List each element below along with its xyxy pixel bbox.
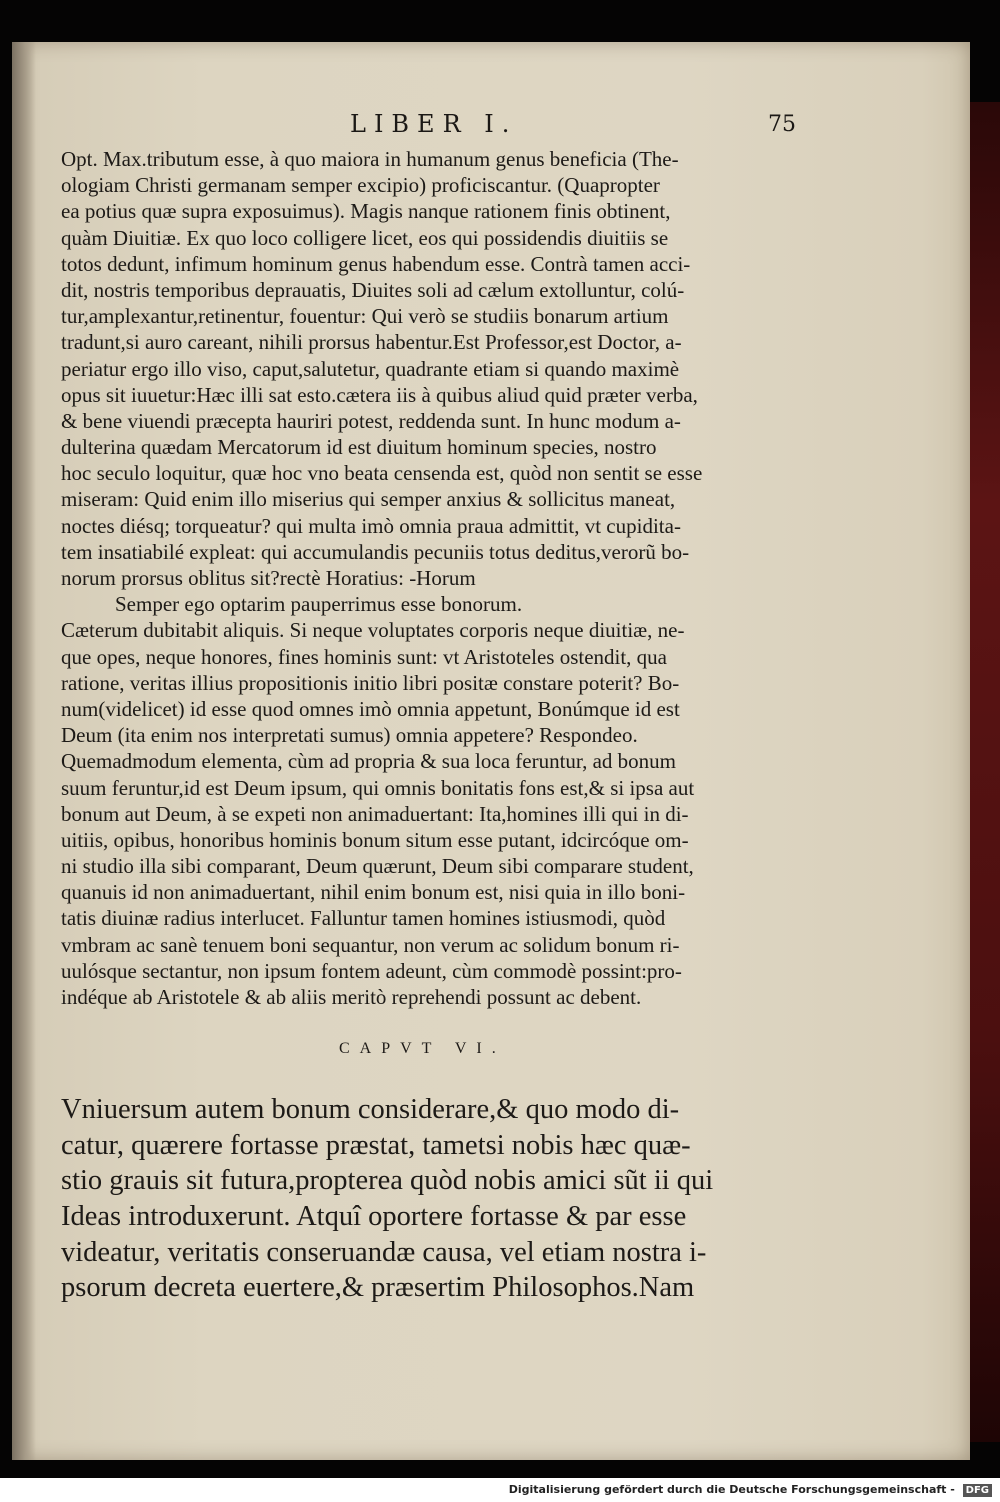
- chapter-heading: CAPVT VI.: [339, 1040, 506, 1058]
- spacer: [61, 1062, 811, 1092]
- text-line: totos dedunt, infimum hominum genus habendum esse. Contrà tamen acci-: [61, 251, 691, 276]
- book-edge: [970, 102, 1000, 1442]
- text-line: dit, nostris temporibus deprauatis, Diuites soli ad cælum extolluntur, colú-: [61, 277, 685, 302]
- text-line: Opt. Max.tributum esse, à quo maiora in humanum genus beneficia (The-: [61, 147, 679, 171]
- text-line: psorum decreta euertere,& præsertim Philosophos.Nam: [61, 1272, 695, 1304]
- text-line: ologiam Christi germanam semper excipio) proficiscantur. (Quapropter: [61, 173, 660, 198]
- text-line: Deum (ita enim nos interpretati sumus) omnia appetere? Respondeo.: [61, 723, 638, 748]
- spacer: [61, 1010, 811, 1036]
- text-line: vmbram ac sanè tenuem boni sequantur, non verum ac solidum bonum ri-: [61, 932, 680, 957]
- text-line: tem insatiabilé expleat: qui accumulandis pecuniis totus deditus,verorũ bo-: [61, 539, 690, 564]
- text-line: Vniuersum autem bonum considerare,& quo modo di-: [61, 1094, 680, 1126]
- text-line: norum prorsus oblitus sit?rectè Horatius: -Horum: [61, 566, 476, 590]
- text-line: uulósque sectantur, non ipsum fontem adeunt, cùm commodè possint:pro-: [61, 958, 682, 983]
- page-gutter-shadow: [12, 42, 36, 1460]
- text-line: hoc seculo loquitur, quæ hoc vno beata censenda est, quòd non sentit se esse: [61, 461, 703, 486]
- dfg-logo: DFG: [963, 1484, 992, 1497]
- text-line: opus sit iuuetur:Hæc illi sat esto.cætera iis à quibus aliud quid præter verba,: [61, 382, 698, 407]
- text-line: tradunt,si auro careant, nihili prorsus habentur.Est Professor,est Doctor, a-: [61, 330, 682, 355]
- text-line: noctes diésq; torqueatur? qui multa imò omnia praua admittit, vt cupidita-: [61, 513, 681, 538]
- page-number: 75: [768, 112, 796, 137]
- text-line: stio grauis sit futura,propterea quòd nobis amici sũt ii qui: [61, 1165, 714, 1197]
- text-line: miseram: Quid enim illo miserius qui semper anxius & sollicitus maneat,: [61, 487, 676, 512]
- text-line: suum feruntur,id est Deum ipsum, qui omnis bonitatis fons est,& si ipsa aut: [61, 775, 695, 800]
- text-line: Ideas introduxerunt. Atquî oportere fortasse & par esse: [61, 1200, 687, 1232]
- text-line: & bene viuendi præcepta hauriri potest, reddenda sunt. In hunc modum a-: [61, 408, 681, 433]
- text-line: quanuis id non animaduertant, nihil enim bonum est, nisi quia in illo boni-: [61, 880, 686, 905]
- text-line: tatis diuinæ radius interlucet. Falluntur tamen homines istiusmodi, quòd: [61, 906, 666, 931]
- text-line: ni studio illa sibi comparant, Deum quærunt, Deum sibi comparare student,: [61, 854, 694, 879]
- text-line: que opes, neque honores, fines hominis sunt: vt Aristoteles ostendit, qua: [61, 644, 668, 669]
- text-line: quàm Diuitiæ. Ex quo loco colligere licet, eos qui possidendis diuitiis se: [61, 225, 669, 250]
- text-line: ratione, veritas illius propositionis initio libri positæ constare poterit? Bo-: [61, 670, 680, 695]
- page-text: [61, 146, 811, 1306]
- paragraph-1: [61, 146, 811, 591]
- text-line: videatur, veritatis conseruandæ causa, vel etiam nostra i-: [61, 1236, 707, 1268]
- text-line: Quemadmodum elementa, cùm ad propria & sua loca feruntur, ad bonum: [61, 749, 676, 774]
- text-line: Cæterum dubitabit aliquis. Si neque voluptates corporis neque diuitiæ, ne-: [61, 618, 685, 643]
- text-line: ea potius quæ supra exposuimus). Magis nanque rationem finis obtinent,: [61, 199, 671, 224]
- verse-line: Semper ego optarim pauperrimus esse bonorum.: [115, 592, 523, 617]
- text-line: uitiis, opibus, honoribus hominis bonum situm esse putant, idcircóque om-: [61, 827, 689, 852]
- text-line: indéque ab Aristotele & ab aliis meritò reprehendi possunt ac debent.: [61, 985, 642, 1009]
- digitization-credit: [509, 1483, 992, 1497]
- running-head: LIBER I.: [350, 110, 518, 138]
- text-line: bonum aut Deum, à se expeti non animaduertant: Ita,homines illi qui in di-: [61, 801, 689, 826]
- text-line: dulterina quædam Mercatorum id est diuitum hominum species, nostro: [61, 435, 657, 460]
- chapter-text: [61, 1092, 811, 1306]
- text-line: tur,amplexantur,retinentur, fouentur: Qui verò se studiis bonarum artium: [61, 304, 669, 329]
- text-line: catur, quærere fortasse præstat, tametsi nobis hæc quæ-: [61, 1129, 691, 1161]
- paragraph-2: [61, 617, 811, 1010]
- credit-text: Digitalisierung gefördert durch die Deutsche Forschungsgemeinschaft -: [508, 1483, 955, 1496]
- text-line: num(videlicet) id esse quod omnes imò omnia appetunt, Bonúmque id est: [61, 696, 680, 721]
- text-line: periatur ergo illo viso, caput,salutetur, quadrante etiam si quando maximè: [61, 356, 680, 381]
- book-page: [12, 42, 970, 1460]
